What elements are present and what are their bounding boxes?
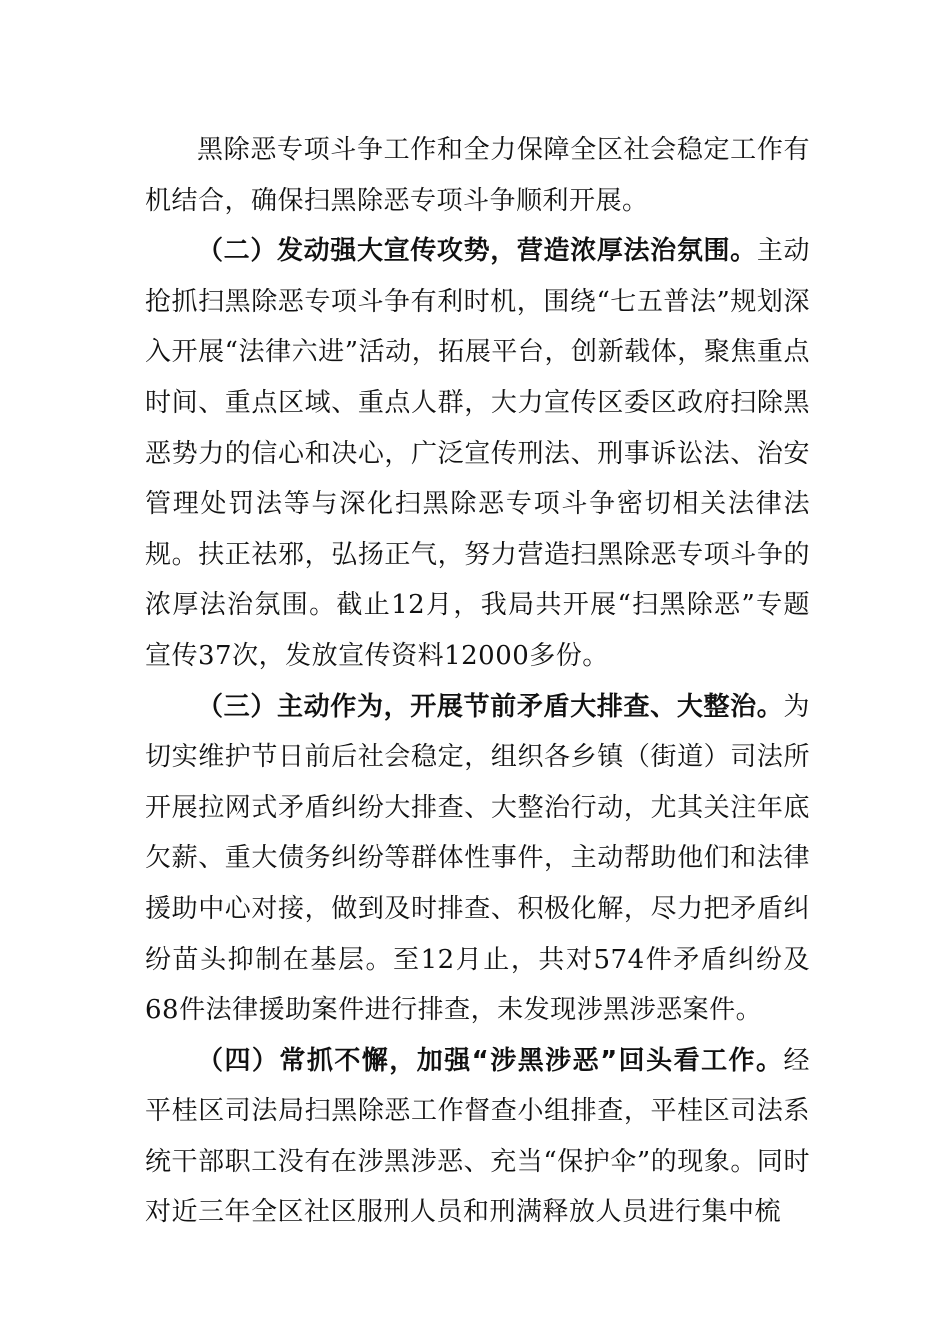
- paragraph-continuation: [145, 125, 810, 226]
- section-heading-4: （四）常抓不懈，加强“涉黑涉恶”回头看工作。: [197, 1045, 784, 1076]
- paragraph-text: 为切实维护节日前后社会稳定，组织各乡镇（街道）司法所开展拉网式矛盾纠纷大排查、大整治行动，尤其关注年底欠薪、重大债务纠纷等群体性事件，主动帮助他们和法律援助中心对接，做到及时排查、积极化解，尽力把矛盾纠纷苗头抑制在基层。至12月止，共对574件矛盾纠纷及68件法律援助案件进行排查，未发现涉黑涉恶案件。: [145, 691, 810, 1026]
- paragraph-review: [145, 1036, 810, 1238]
- paragraph-text: 主动抢抓扫黑除恶专项斗争有利时机，围绕“七五普法”规划深入开展“法律六进”活动，拓展平台，创新载体，聚焦重点时间、重点区域、重点人群，大力宣传区委区政府扫除黑恶势力的信心和决心，广泛宣传刑法、刑事诉讼法、治安管理处罚法等与深化扫黑除恶专项斗争密切相关法律法规。扶正祛邪，弘扬正气，努力营造扫黑除恶专项斗争的浓厚法治氛围。截止12月，我局共开展“扫黑除恶”专题宣传37次，发放宣传资料12000多份。: [145, 236, 810, 671]
- section-heading-3: （三）主动作为，开展节前矛盾大排查、大整治。: [197, 691, 784, 722]
- paragraph-publicity: [145, 226, 810, 681]
- paragraph-investigation: [145, 682, 810, 1036]
- paragraph-text: 经平桂区司法局扫黑除恶工作督查小组排查，平桂区司法系统干部职工没有在涉黑涉恶、充当“保护伞”的现象。同时对近三年全区社区服刑人员和刑满释放人员进行集中梳: [145, 1045, 810, 1228]
- paragraph-text: 黑除恶专项斗争工作和全力保障全区社会稳定工作有机结合，确保扫黑除恶专项斗争顺利开展。: [145, 135, 810, 216]
- document-body: [145, 125, 810, 1238]
- section-heading-2: （二）发动强大宣传攻势，营造浓厚法治氛围。: [197, 236, 757, 267]
